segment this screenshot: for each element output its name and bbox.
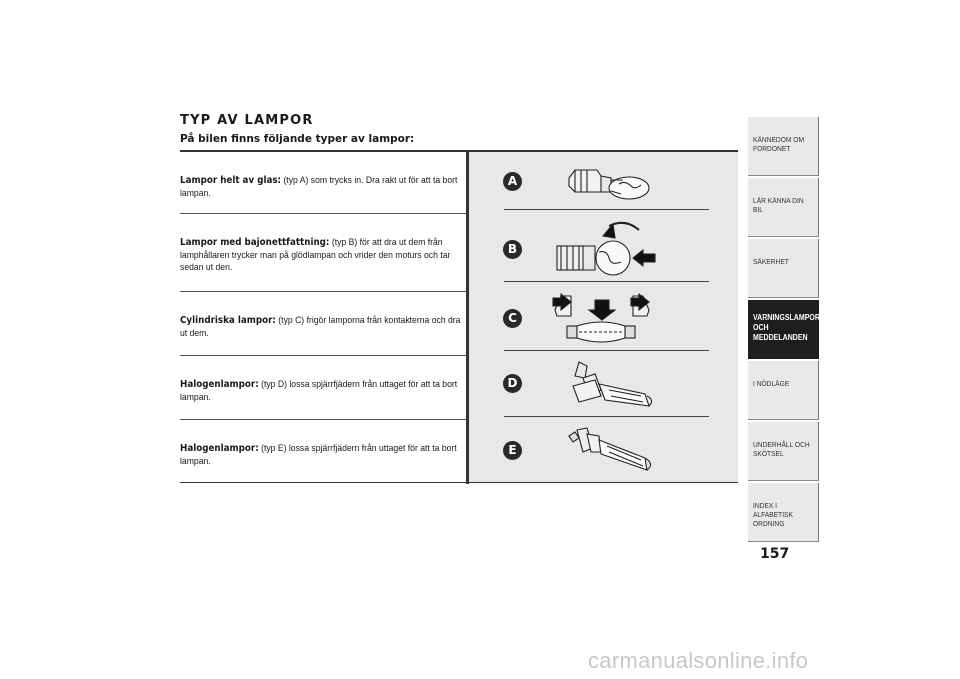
image-separator <box>504 281 709 282</box>
section-intro: På bilen finns följande typer av lampor: <box>180 133 415 145</box>
lamp-types-table <box>180 150 738 484</box>
tab-kannedom-om-fordonet[interactable] <box>748 117 819 176</box>
tab-sakerhet[interactable] <box>748 239 819 298</box>
lamp-text: (typ E) lossa spjärrfjädern från uttaget för att ta bort lampan. <box>180 442 457 466</box>
wedge-bulb-icon <box>561 158 661 208</box>
badge-e: E <box>503 441 522 460</box>
badge-d: D <box>503 374 522 393</box>
lamp-term: Lampor med bajonettfattning: <box>180 237 330 248</box>
tab-varningslampor-och-meddelanden[interactable] <box>748 300 819 359</box>
lamp-description <box>180 420 461 467</box>
lamp-row-d <box>180 356 466 420</box>
lamp-text: (typ A) som trycks in. Dra rakt ut för att ta bort lampan. <box>180 174 458 198</box>
tab-label: VARNINGSLAMPOR OCH MEDDELANDEN <box>753 313 820 342</box>
tab-i-nodlage[interactable] <box>748 361 819 420</box>
watermark: carmanualsonline.info <box>588 648 809 673</box>
lamp-illustration-panel <box>469 152 738 482</box>
festoon-bulb-icon <box>549 288 659 350</box>
tab-label: UNDERHÅLL OCH SKÖTSEL <box>753 440 810 458</box>
badge-b: B <box>503 240 522 259</box>
lamp-description <box>180 356 461 403</box>
bayonet-bulb-icon <box>547 216 667 278</box>
tab-underhall-och-skotsel[interactable] <box>748 422 819 481</box>
lamp-description <box>180 152 461 199</box>
lamp-term: Halogenlampor: <box>180 443 259 454</box>
tab-label: KÄNNEDOM OM FORDONET <box>753 135 805 153</box>
tab-label: SÄKERHET <box>753 257 789 266</box>
lamp-row-c <box>180 292 466 356</box>
lamp-term: Cylindriska lampor: <box>180 315 276 326</box>
lamp-row-a <box>180 152 466 214</box>
lamp-term: Lampor helt av glas: <box>180 175 282 186</box>
lamp-description <box>180 214 461 273</box>
image-separator <box>504 209 709 210</box>
image-separator <box>504 416 709 417</box>
tab-label: I NÖDLÄGE <box>753 379 790 388</box>
description-column <box>180 150 466 484</box>
halogen-bulb-d-icon <box>565 356 661 416</box>
badge-a: A <box>503 172 522 191</box>
lamp-term: Halogenlampor: <box>180 379 259 390</box>
badge-c: C <box>503 309 522 328</box>
lamp-row-e <box>180 420 466 482</box>
tab-label: INDEX I ALFABETISK ORDNING <box>753 501 793 528</box>
lamp-text: (typ C) frigör lamporna från kontakterna och dra ut dem. <box>180 314 461 338</box>
lamp-description <box>180 292 461 339</box>
section-title: TYP AV LAMPOR <box>180 113 314 128</box>
tab-lar-kanna-din-bil[interactable] <box>748 178 819 237</box>
tab-index-i-alfabetisk-ordning[interactable] <box>748 483 819 542</box>
table-bottom-rule <box>180 482 738 483</box>
lamp-text: (typ B) för att dra ut dem från lamphållaren trycker man på glödlampan och vrider den moturs och tar sedan ut den. <box>180 236 451 272</box>
tab-label: LÄR KÄNNA DIN BIL <box>753 196 804 214</box>
image-separator <box>504 350 709 351</box>
lamp-text: (typ D) lossa spjärrfjädern från uttaget för att ta bort lampan. <box>180 378 458 402</box>
page-number: 157 <box>760 546 790 562</box>
halogen-bulb-e-icon <box>565 422 661 482</box>
lamp-row-b <box>180 214 466 292</box>
